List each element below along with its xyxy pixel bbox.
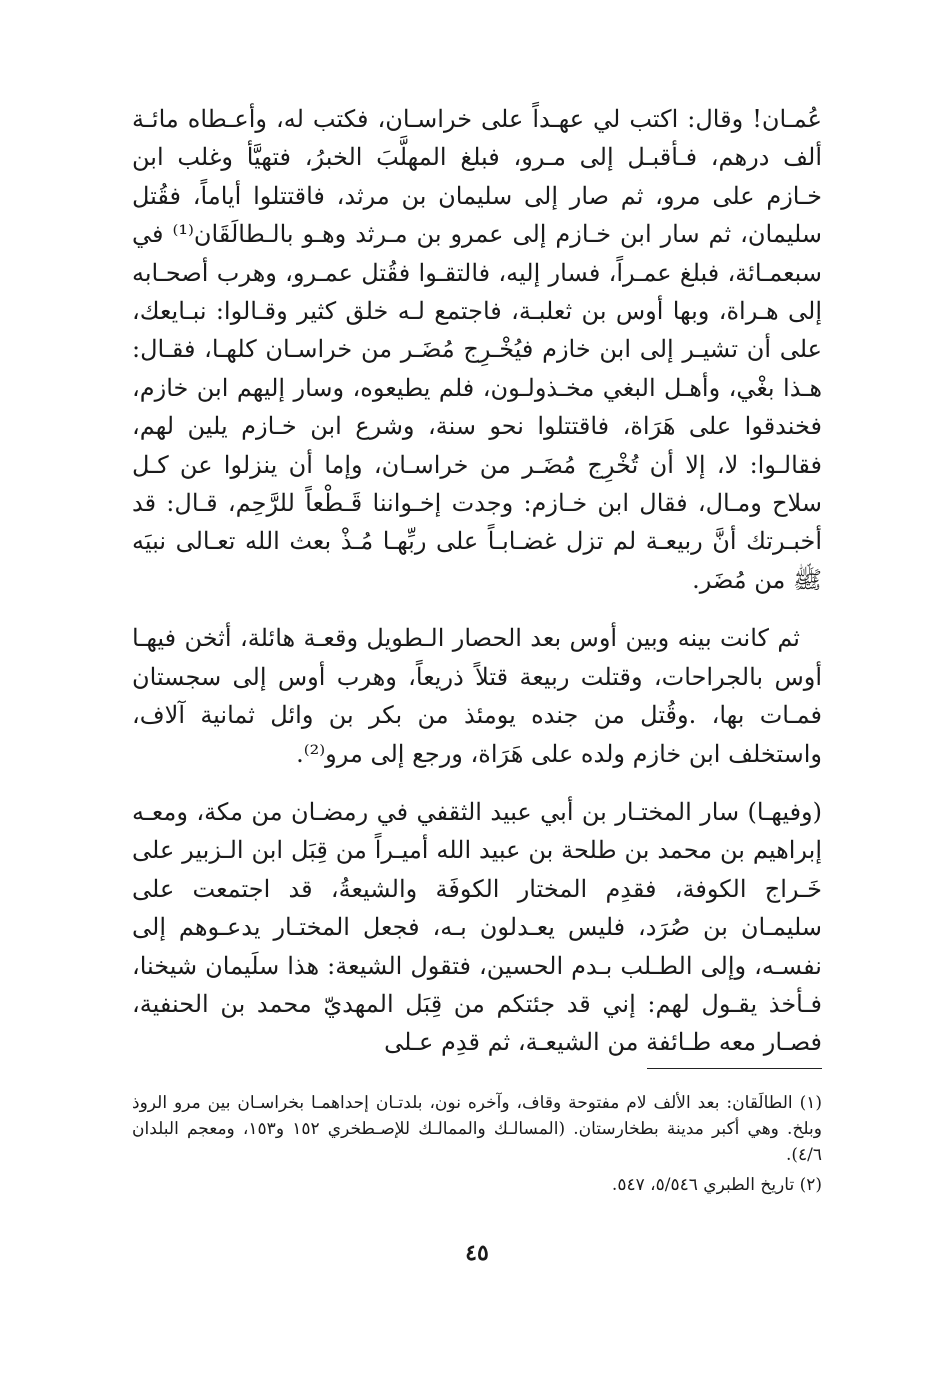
body-paragraph-3: (وفيهـا) سار المختـار بن أبي عبيد الثقفي في رمضـان من مكة، ومعـه إبراهيم بن محمد بن طلحة بن عبيد الله أميـراً من قِبَل ابن الـزبير على خَـراج الكوفة، فقدِم المختار الكوفَة والشيعةُ، قد اجتمعت على سليمـان بن صُرَد، فليس يعـدلون بـه، فجعل المختـار يدعـوهم إلى نفسـه، وإلى الطـلب بـدم الحسين، فتقول الشيعة: هذا سلَيمان شيخنا، فـأخذ يقـول لهم: إني قد جئتكم من قِبَل المهديّ محمد بن الحنفية، فصـار معه طـائفة من الشيعـة، ثم قدِم عـلى [132, 797, 822, 1057]
body-paragraph-1: عُمـان! وقال: اكتب لي عهـداً على خراسـان، فكتب له، وأعـطاه مائـة ألف درهم، فـأقبـل إلى مـرو، فبلغ المهلَّبَ الخبرُ، فتهيَّأ وغلب ابن خـازم على مرو، ثم صار إلى سليمان بن مرثد، فاقتتلوا أياماً، فقُتل سليمان، ثم سار ابن خـازم إلى عمرو بن مـرثد وهـو بالـطالَقَان⁽¹⁾ في سبعمـائة، فبلغ عمـراً، فسار إليه، فالتقـوا فقُتل عمـرو، وهرب أصحـابه إلى هـراة، وبها أوس بن ثعلبـة، فاجتمع لـه خلق كثير وقـالوا: نبـايعك، على أن تشيـر إلى ابن خازم فيُخْـرِج مُضَـر من خراسـان كلهـا، فقـال: هـذا بغْي، وأهـل البغي مخـذولـون، فلم يطيعوه، وسار إليهم ابن خازم، فخندقوا على هَرَاة، فاقتتلوا نحو سنة، وشرع ابن خـازم يلين لهم، فقالـوا: لا، إلا أن تُخْرِج مُضَـر من خراسـان، وإما أن ينزلوا عن كـل سلاح ومـال، فقال ابن خـازم: وجدت إخـواننا قَـطْعاً للرَّحِم، قـال: قد أخبـرتك أنَّ ربيعـة لم تزل غضـابـاً على ربِّهـا مُـذْ بعث الله تعـالى نبيَه ﷺ من مُضَر. [132, 105, 823, 594]
footnote-2: (٢) تاريخ الطبري ٥/٥٤٦، ٥٤٧. [611, 1175, 822, 1195]
footnote-1: (١) الطالَقان: بعد الألف لام مفتوحة وقاف، وآخره نون، بلدتـان إحداهمـا بخراسـان بين مرو الروذ وبلخ. وهي أكبر مدينة بطخارستان. (المسالـك والممالـك للإصـطخري ١٥٢ و١٥٣، ومعجم البلدان ٤/٦). [132, 1093, 822, 1165]
body-paragraph-2: ثم كانت بينه وبين أوس بعد الحصار الـطويل وقعـة هائلة، أثخن فيهـا أوس بالجراحات، وقتلت ربيعة قتلاً ذريعاً، وهرب أوس إلى سجستان فمـات بها، .وقُتل من جنده يومئذ من بكر بن وائل ثمانية آلاف، واستخلف ابن خازم ولده على هَرَاة، ورجع إلى مرو⁽²⁾. [132, 624, 822, 768]
footnotes [132, 1090, 822, 1202]
page-number: ٤٥ [465, 1240, 489, 1266]
book-page [132, 100, 822, 1350]
footnote-divider [647, 1068, 822, 1069]
